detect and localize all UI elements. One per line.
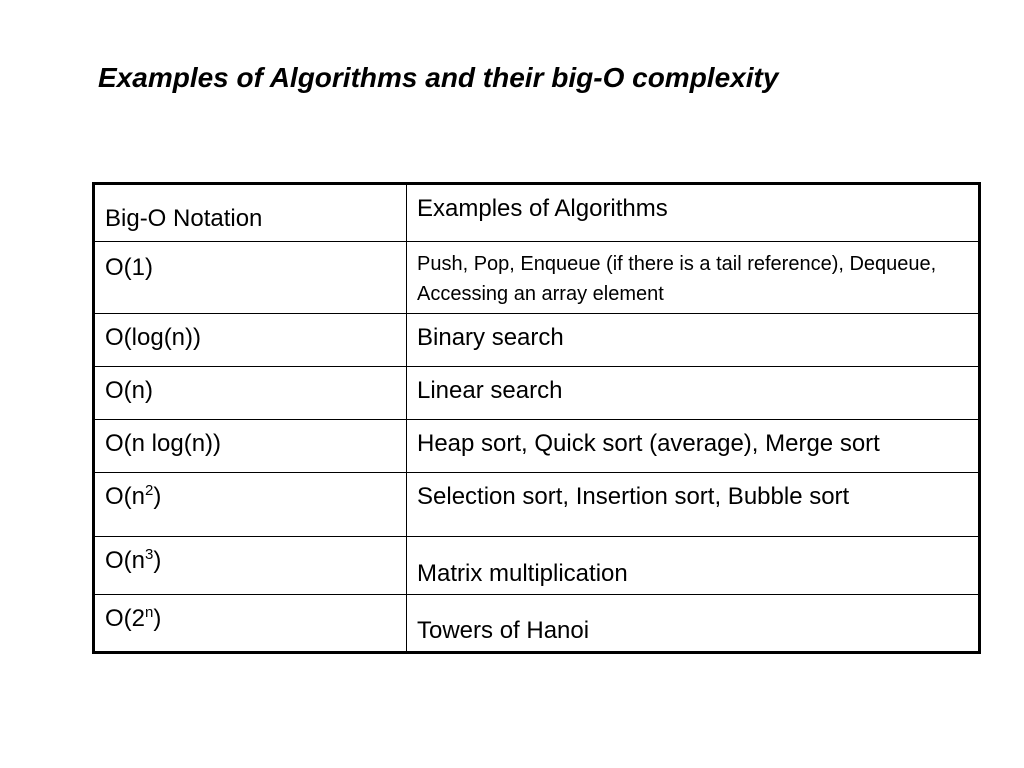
notation-value — [105, 430, 406, 458]
notation-cell — [94, 420, 407, 473]
table-row — [94, 537, 980, 595]
notation-base: O(1) — [105, 254, 153, 281]
examples-cell — [407, 367, 980, 420]
header-examples-cell — [407, 184, 980, 242]
notation-base: O(n log(n)) — [105, 430, 222, 457]
notation-cell — [94, 242, 407, 314]
notation-exponent: 2 — [145, 482, 154, 499]
notation-cell — [94, 314, 407, 367]
examples-cell — [407, 595, 980, 653]
examples-value: Selection sort, Insertion sort, Bubble sort — [417, 483, 850, 510]
examples-value: Matrix multiplication — [417, 560, 628, 587]
table-header-row — [94, 184, 980, 242]
notation-cell — [94, 595, 407, 653]
examples-value: Linear search — [417, 377, 563, 404]
notation-cell — [94, 367, 407, 420]
examples-value: Binary search — [417, 324, 564, 351]
examples-cell — [407, 242, 980, 314]
notation-close: ) — [153, 547, 162, 574]
examples-cell — [407, 473, 980, 537]
notation-value — [105, 547, 406, 575]
table-row — [94, 473, 980, 537]
examples-value: Heap sort, Quick sort (average), Merge sort — [417, 430, 880, 457]
notation-cell — [94, 473, 407, 537]
header-notation-cell — [94, 184, 407, 242]
notation-value — [105, 605, 406, 633]
notation-base: O(2 — [105, 605, 146, 632]
table-row — [94, 367, 980, 420]
notation-value — [105, 377, 406, 405]
notation-close: ) — [153, 605, 162, 632]
examples-cell — [407, 314, 980, 367]
complexity-table — [92, 182, 981, 654]
examples-value: Push, Pop, Enqueue (if there is a tail reference), Dequeue, Accessing an array element — [417, 253, 937, 305]
slide-title: Examples of Algorithms and their big-O complexity — [98, 62, 779, 93]
table-row — [94, 595, 980, 653]
notation-value — [105, 324, 406, 352]
examples-value: Towers of Hanoi — [417, 617, 590, 644]
examples-cell — [407, 537, 980, 595]
notation-base: O(n) — [105, 377, 153, 404]
notation-value — [105, 254, 406, 282]
header-examples-label: Examples of Algorithms — [417, 195, 668, 222]
table-row — [94, 420, 980, 473]
examples-cell — [407, 420, 980, 473]
notation-exponent: n — [145, 604, 154, 621]
notation-base: O(n — [105, 483, 146, 510]
notation-value — [105, 483, 406, 511]
header-notation-label: Big-O Notation — [105, 205, 263, 232]
notation-base: O(n — [105, 547, 146, 574]
notation-close: ) — [153, 483, 162, 510]
table-row — [94, 314, 980, 367]
notation-cell — [94, 537, 407, 595]
table-row — [94, 242, 980, 314]
notation-exponent: 3 — [145, 546, 154, 563]
notation-base: O(log(n)) — [105, 324, 202, 351]
